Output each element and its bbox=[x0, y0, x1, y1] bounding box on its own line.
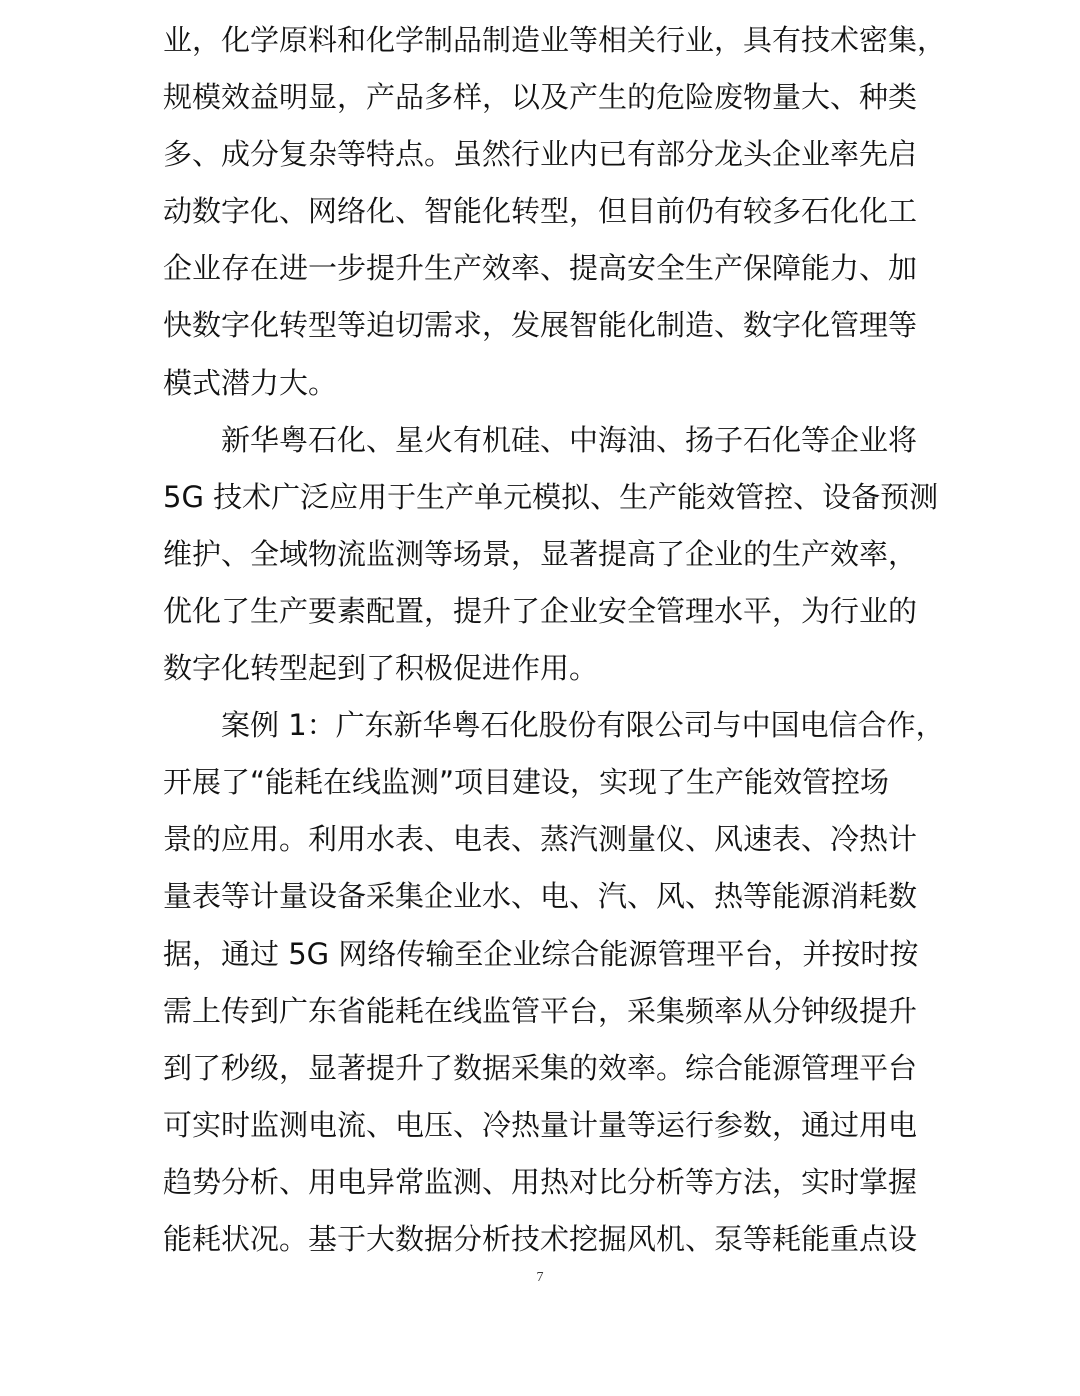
text-line: 据，通过 5G 网络传输至企业综合能源管理平台，并按时按 bbox=[163, 936, 919, 971]
text-line: 趋势分析、用电异常监测、用热对比分析等方法，实时掌握 bbox=[163, 1164, 918, 1199]
text-line: 优化了生产要素配置，提升了企业安全管理水平，为行业的 bbox=[163, 593, 918, 628]
text-line: 维护、全域物流监测等场景，显著提高了企业的生产效率， bbox=[163, 536, 918, 571]
text-line: 开展了“能耗在线监测”项目建设，实现了生产能效管控场 bbox=[163, 765, 890, 800]
text-line: 快数字化转型等迫切需求，发展智能化制造、数字化管理等 bbox=[163, 308, 918, 343]
text-line: 量表等计量设备采集企业水、电、汽、风、热等能源消耗数 bbox=[163, 879, 918, 914]
text-line: 5G 技术广泛应用于生产单元模拟、生产能效管控、设备预测 bbox=[163, 479, 939, 514]
page-number: 7 bbox=[536, 1270, 544, 1285]
text-line: 到了秒级，显著提升了数据采集的效率。综合能源管理平台 bbox=[163, 1050, 918, 1085]
text-line: 数字化转型起到了积极促进作用。 bbox=[163, 651, 599, 686]
text-line: 企业存在进一步提升生产效率、提高安全生产保障能力、加 bbox=[163, 251, 918, 286]
paragraph-first-line: 新华粤石化、星火有机硅、中海油、扬子石化等企业将 bbox=[221, 422, 918, 457]
text-line: 规模效益明显，产品多样，以及产生的危险废物量大、种类 bbox=[163, 80, 918, 115]
text-line: 业，化学原料和化学制品制造业等相关行业，具有技术密集， bbox=[163, 23, 947, 57]
text-line: 动数字化、网络化、智能化转型，但目前仍有较多石化化工 bbox=[163, 194, 918, 229]
paragraph-first-line: 案例 1：广东新华粤石化股份有限公司与中国电信合作， bbox=[221, 708, 945, 743]
body-text bbox=[163, 12, 947, 1268]
text-line: 能耗状况。基于大数据分析技术挖掘风机、泵等耗能重点设 bbox=[163, 1221, 918, 1256]
text-line: 可实时监测电流、电压、冷热量计量等运行参数，通过用电 bbox=[163, 1107, 918, 1142]
text-line: 需上传到广东省能耗在线监管平台，采集频率从分钟级提升 bbox=[163, 993, 918, 1028]
text-line: 模式潜力大。 bbox=[163, 365, 338, 400]
text-line: 景的应用。利用水表、电表、蒸汽测量仪、风速表、冷热计 bbox=[163, 822, 918, 857]
text-line: 多、成分复杂等特点。虽然行业内已有部分龙头企业率先启 bbox=[163, 137, 918, 172]
